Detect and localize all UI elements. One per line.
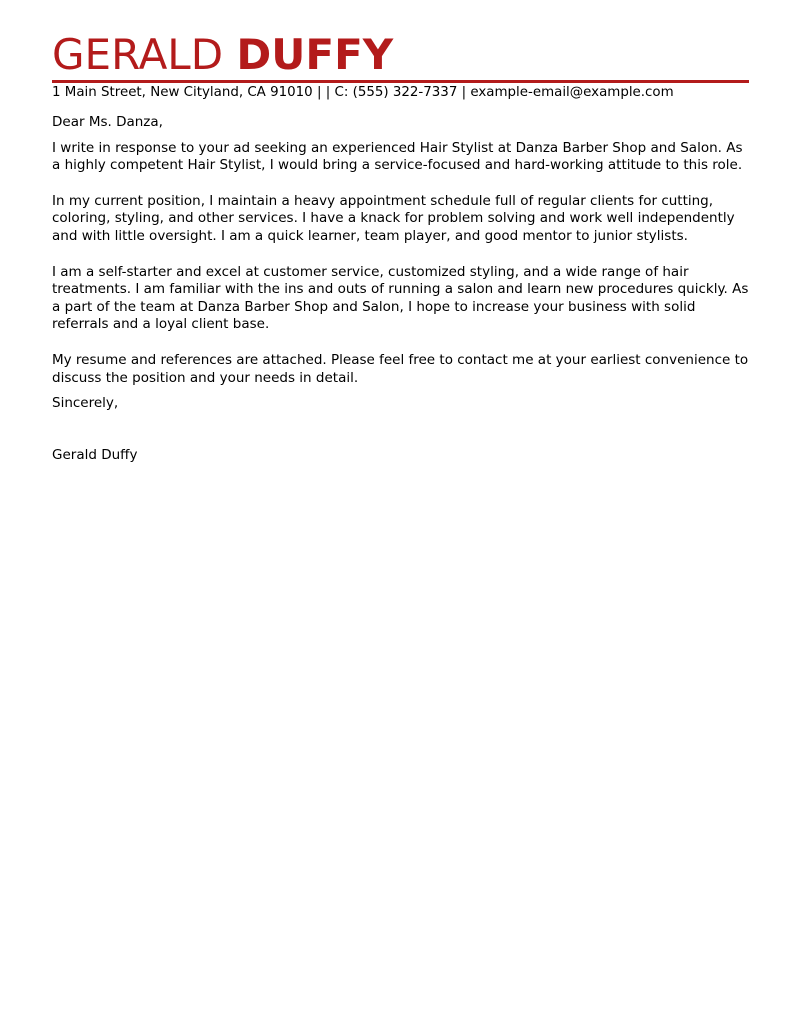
salutation: Dear Ms. Danza, [52,114,163,130]
paragraph-2: In my current position, I maintain a heavy appointment schedule full of regular clients for cutting, coloring, styling, and other services. I have a knack for problem solving and work well independently and with little oversight. I am a quick learner, team player, and good mentor to junior stylists. [52,192,735,244]
first-name: GERALD [52,30,224,79]
contact-line: 1 Main Street, New Cityland, CA 91010 | | C: (555) 322-7337 | example-email@example.com [52,85,674,100]
letterhead-name [52,30,393,80]
last-name: DUFFY [236,30,394,79]
letter-body [52,114,752,464]
paragraph-1: I write in response to your ad seeking an experienced Hair Stylist at Danza Barber Shop and Salon. As a highly competent Hair Stylist, I would bring a service-focused and hard-working attitude to this role. [52,139,743,174]
paragraph-3: I am a self-starter and excel at customer service, customized styling, and a wide range of hair treatments. I am familiar with the ins and outs of running a salon and learn new procedures quickly. As a part of the team at Danza Barber Shop and Salon, I hope to increase your business with solid referrals and a loyal client base. [52,263,749,333]
header-divider [52,80,749,83]
signature: Gerald Duffy [52,446,138,463]
closing: Sincerely, [52,395,119,412]
paragraph-4: My resume and references are attached. Please feel free to contact me at your earliest convenience to discuss the position and your needs in detail. [52,351,749,386]
